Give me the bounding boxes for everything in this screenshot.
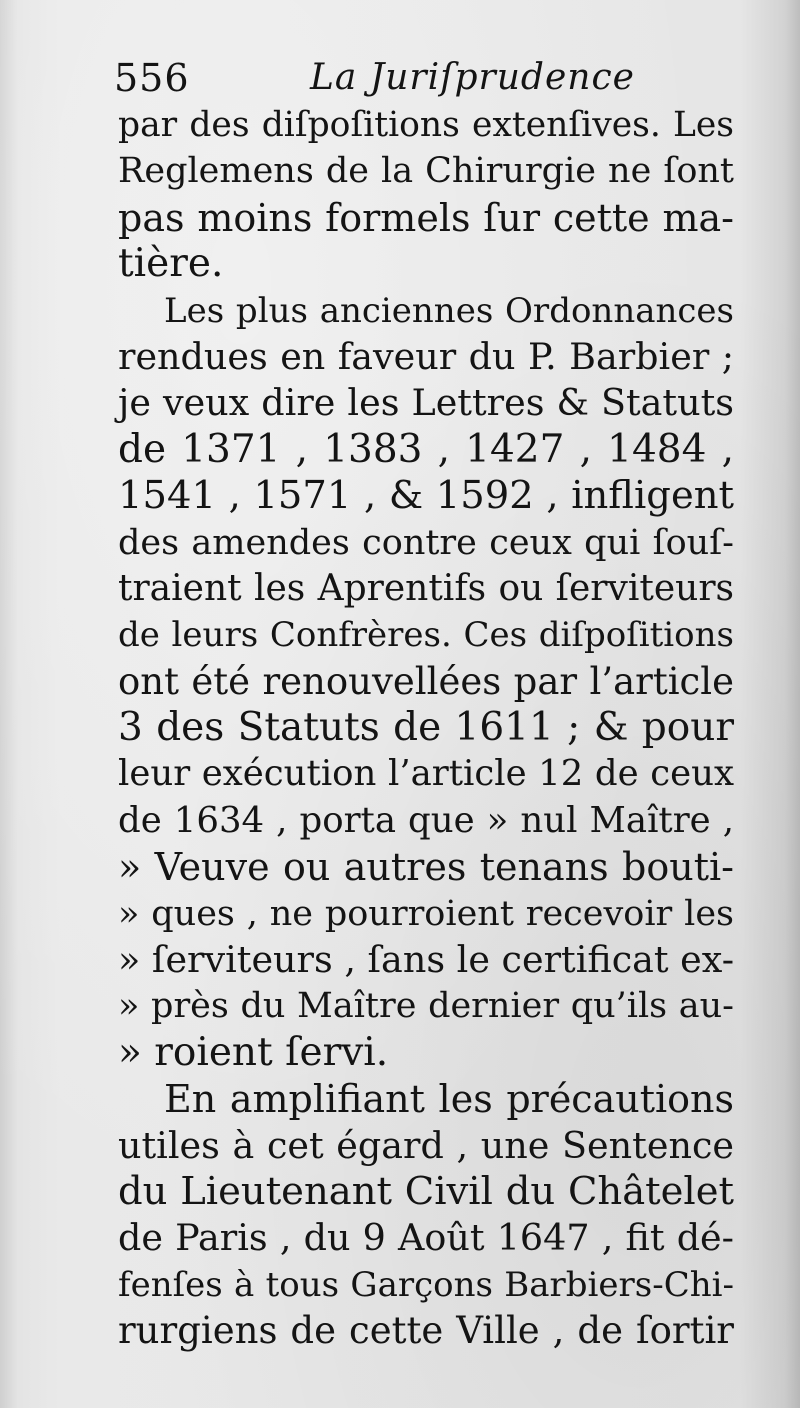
text-line: pas moins formels ſur cette ma-	[118, 195, 734, 240]
text-line: leur exécution l’article 12 de ceux	[118, 753, 734, 795]
text-line: ont été renouvellées par l’article	[118, 659, 734, 703]
text-line: rurgiens de cette Ville , de ſortir	[118, 1309, 734, 1353]
text-line: des amendes contre ceux qui ſouſ-	[118, 522, 734, 563]
text-line: rendues en faveur du P. Barbier ;	[118, 334, 734, 378]
text-line: fenſes à tous Garçons Barbiers-Chi-	[118, 1264, 734, 1305]
text-line: de leurs Confrères. Ces diſpoſitions	[118, 615, 734, 656]
text-line: 1541 , 1571 , & 1592 , infligent	[118, 473, 734, 519]
text-line: de Paris , du 9 Août 1647 , fit dé-	[118, 1216, 734, 1260]
text-line: utiles à cet égard , une Sentence	[118, 1123, 734, 1167]
text-line: du Lieutenant Civil du Châtelet	[118, 1168, 734, 1214]
text-line: je veux dire les Lettres & Statuts	[118, 381, 734, 425]
body-text	[118, 102, 734, 1355]
page-header	[114, 52, 734, 104]
text-line: de 1634 , porta que » nul Maître ,	[118, 799, 734, 841]
text-line: » roient ſervi.	[118, 1029, 389, 1075]
text-line: Reglemens de la Chirurgie ne ſont	[118, 151, 734, 192]
text-line: par des diſpoſitions extenſives. Les	[118, 105, 734, 145]
text-line: Les plus anciennes Ordonnances	[164, 290, 734, 331]
text-line: tière.	[118, 241, 224, 287]
page-number: 556	[114, 56, 190, 100]
running-title: La Juriſprudence	[310, 57, 635, 98]
text-line: 3 des Statuts de 1611 ; & pour	[118, 705, 734, 751]
text-line: En amplifiant les précautions	[164, 1077, 734, 1122]
text-line: » près du Maître dernier qu’ils au-	[118, 986, 734, 1027]
text-line: » ques , ne pourroient recevoir les	[118, 893, 734, 934]
text-line: de 1371 , 1383 , 1427 , 1484 ,	[118, 426, 734, 472]
text-line: traient les Aprentifs ou ſerviteurs	[118, 567, 734, 609]
text-line: » Veuve ou autres tenans bouti-	[118, 845, 734, 890]
text-line: » ſerviteurs , ſans le certificat ex-	[118, 938, 735, 982]
